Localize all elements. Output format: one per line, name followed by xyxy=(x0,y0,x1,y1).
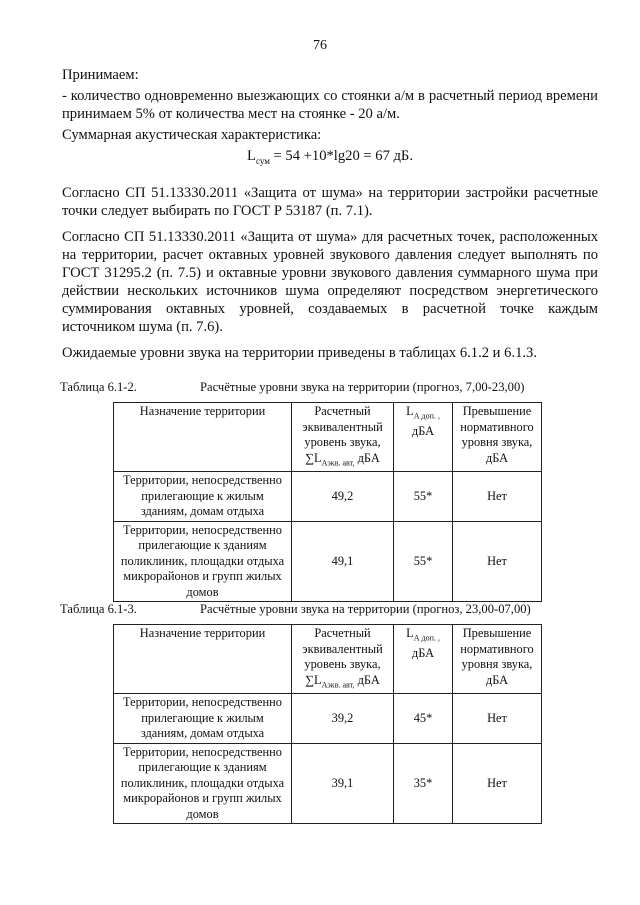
paragraph-calc-points: Согласно СП 51.13330.2011 «Защита от шума» на территории застройки расчетные точки следует выбирать по ГОСТ Р 53187 (п. 7.1). xyxy=(62,184,598,219)
formula-subscript: сум xyxy=(255,155,270,166)
formula-expression: = 54 +10*lg20 = 67 дБ. xyxy=(269,148,413,164)
table1-label: Таблица 6.1-2. xyxy=(60,380,137,394)
row-excess: Нет xyxy=(453,472,542,522)
acoustic-heading: Суммарная акустическая характеристика: xyxy=(62,127,322,143)
table-row xyxy=(114,521,542,602)
paragraph-octave-levels: Согласно СП 51.13330.2011 «Защита от шума» для расчетных точек, расположенных на территории, расчет октавных уровней звукового давления следует выполнять по ГОСТ 31295.2 (п. 7.5) и октавные уровни звукового давления суммарного шума при действии нескольких источников шума определяют посредством энергетического суммирования октавных уровней, создаваемых в расчетной точке каждым источником шума (п. 7.6). xyxy=(62,228,598,335)
header-excess: Превышение нормативного уровня звука, дБА xyxy=(453,625,542,694)
paragraph-expected-levels: Ожидаемые уровни звука на территории приведены в таблицах 6.1.2 и 6.1.3. xyxy=(62,344,537,361)
header-territory: Назначение территории xyxy=(114,403,292,472)
header-sum-symbol: ∑L xyxy=(305,672,322,687)
page-number: 76 xyxy=(313,38,327,53)
header-limit-symbol: L xyxy=(406,404,414,418)
header-sum-symbol: ∑L xyxy=(305,450,322,465)
row-excess: Нет xyxy=(453,694,542,744)
header-limit xyxy=(394,625,453,694)
table1-header-row xyxy=(114,403,542,472)
row-level: 49,2 xyxy=(292,472,394,522)
header-limit-unit: дБА xyxy=(411,423,435,438)
header-sum-subscript: Аэкв. авт, xyxy=(321,457,355,467)
header-sum-subscript: Аэкв. авт, xyxy=(321,679,355,689)
row-level: 49,1 xyxy=(292,521,394,602)
table-row xyxy=(114,472,542,522)
header-limit xyxy=(394,403,453,472)
header-limit-symbol: L xyxy=(406,626,414,640)
table2-caption xyxy=(60,602,531,617)
table2-label: Таблица 6.1-3. xyxy=(60,602,137,616)
table2-title: Расчётные уровни звука на территории (прогноз, 23,00-07,00) xyxy=(200,602,531,616)
intro-text: Принимаем: xyxy=(62,67,139,83)
header-calc-level xyxy=(292,625,394,694)
table1-caption xyxy=(60,380,524,395)
header-calc-level-text: Расчетный эквивалентный уровень звука, xyxy=(302,404,383,449)
table2-header-row xyxy=(114,625,542,694)
row-level: 39,2 xyxy=(292,694,394,744)
header-excess: Превышение нормативного уровня звука, дБА xyxy=(453,403,542,472)
header-limit-subscript: А доп. , xyxy=(413,633,440,643)
row-limit: 55* xyxy=(394,521,453,602)
formula-symbol: L xyxy=(247,148,256,164)
body-text xyxy=(62,66,598,370)
quantity-paragraph: - количество одновременно выезжающих со стоянки а/м в расчетный период времени принимаем 5% от количества мест на стоянке - 20 а/м. xyxy=(62,88,598,122)
table1 xyxy=(113,402,542,602)
row-excess: Нет xyxy=(453,743,542,824)
header-calc-level xyxy=(292,403,394,472)
row-limit: 55* xyxy=(394,472,453,522)
row-limit: 35* xyxy=(394,743,453,824)
header-sum-unit: дБА xyxy=(354,450,380,465)
table2 xyxy=(113,624,542,824)
row-level: 39,1 xyxy=(292,743,394,824)
row-territory: Территории, непосредственно прилегающие к зданиям поликлиник, площадки отдыха микрорайонов и групп жилых домов xyxy=(114,743,292,824)
header-sum-unit: дБА xyxy=(354,672,380,687)
table1-title: Расчётные уровни звука на территории (прогноз, 7,00-23,00) xyxy=(200,380,525,394)
row-territory: Территории, непосредственно прилегающие к жилым зданиям, домам отдыха xyxy=(114,694,292,744)
header-limit-unit: дБА xyxy=(411,645,435,660)
row-territory: Территории, непосредственно прилегающие к жилым зданиям, домам отдыха xyxy=(114,472,292,522)
header-limit-subscript: А доп. , xyxy=(413,411,440,421)
header-territory: Назначение территории xyxy=(114,625,292,694)
table-row xyxy=(114,694,542,744)
header-calc-level-text: Расчетный эквивалентный уровень звука, xyxy=(302,626,383,671)
row-limit: 45* xyxy=(394,694,453,744)
row-excess: Нет xyxy=(453,521,542,602)
table-row xyxy=(114,743,542,824)
row-territory: Территории, непосредственно прилегающие к зданиям поликлиник, площадки отдыха микрорайонов и групп жилых домов xyxy=(114,521,292,602)
formula xyxy=(62,147,598,170)
